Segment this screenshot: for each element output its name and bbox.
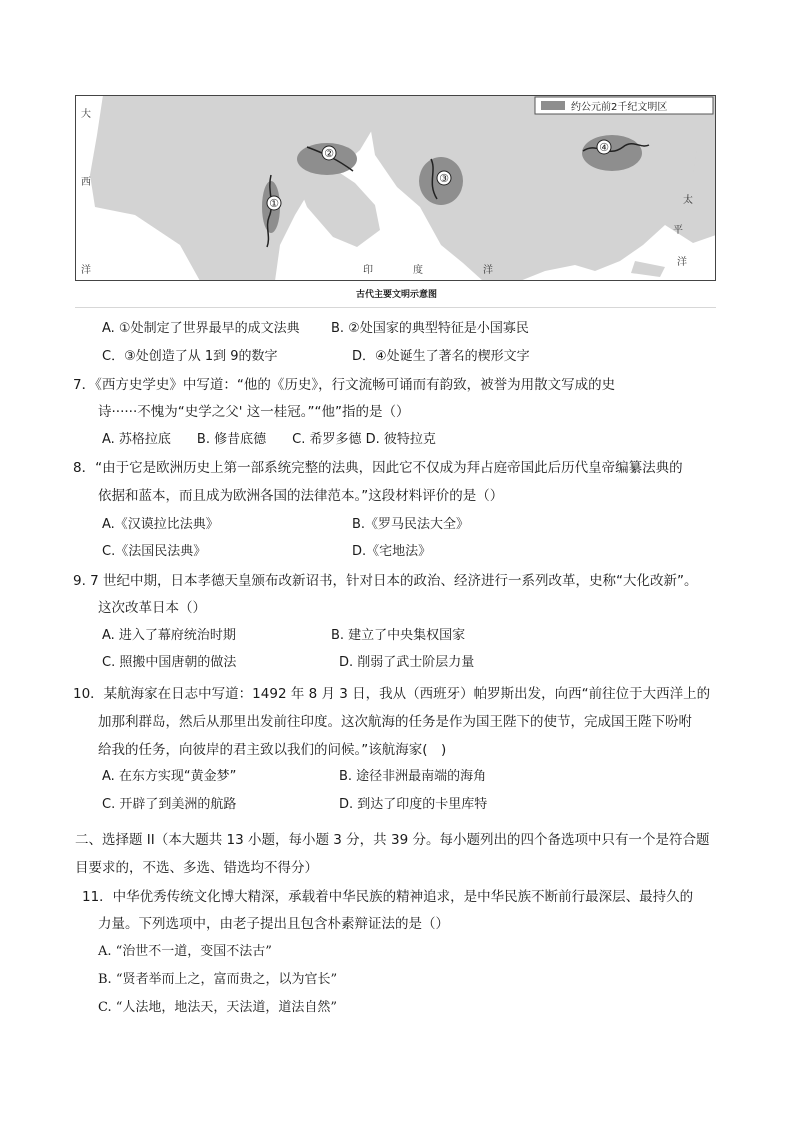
q6-option-c: C．③处创造了从 1到 9的数字 (102, 349, 278, 364)
map-legend-swatch (541, 101, 565, 110)
q10-option-d: D. 到达了印度的卡里库特 (339, 797, 488, 812)
q10-option-c: C. 开辟了到美洲的航路 (102, 797, 237, 812)
civ-zone-yellow-river (582, 135, 642, 171)
civ-marker-2: ② (324, 147, 334, 160)
ocean-label-ping: 平 (673, 225, 683, 236)
q11-option-a: A. “治世不一道，变国不法古” (98, 944, 272, 959)
q9-option-a: A. 进入了幕府统治时期 (102, 628, 236, 643)
q8-option-a: A.《汉谟拉比法典》 (102, 517, 219, 532)
q9-option-b: B. 建立了中央集权国家 (331, 628, 466, 643)
q9-option-d: D. 削弱了武士阶层力量 (339, 655, 475, 670)
q7-options: A. 苏格拉底 B. 修昔底德 C. 希罗多德 D. 彼特拉克 (102, 432, 436, 447)
ancient-civilizations-map (75, 95, 716, 281)
section-2-heading-line-2: 目要求的，不选、多选、错选均不得分） (75, 860, 318, 876)
q8-option-d: D.《宅地法》 (352, 544, 432, 559)
q9-stem-line-1: 9. 7 世纪中期，日本孝德天皇颁布改新诏书，针对日本的政治、经济进行一系列改革，史称“大化改新”。 (73, 573, 698, 589)
map-caption: 古代主要文明示意图 (355, 290, 437, 300)
q8-option-c: C.《法国民法典》 (102, 544, 207, 559)
ocean-label-da: 大 (81, 109, 91, 120)
ocean-label-yang-left: 洋 (81, 265, 91, 276)
q7-stem-line-2: 诗······不愧为“史学之父' 这一桂冠。”“他”指的是（） (98, 404, 410, 420)
civ-marker-4: ④ (599, 141, 609, 154)
ocean-label-yin: 印 (363, 265, 373, 276)
q10-stem-line-2: 加那利群岛，然后从那里出发前往印度。这次航海的任务是作为国王陛下的使节，完成国王陛下吩咐 (98, 714, 692, 730)
q6-option-d: D．④处诞生了著名的楔形文字 (352, 349, 530, 364)
q6-option-b: B. ②处国家的典型特征是小国寡民 (331, 321, 529, 336)
q11-stem-line-1: 11．中华优秀传统文化博大精深，承载着中华民族的精神追求，是中华民族不断前行最深层、最持久的 (82, 889, 694, 905)
q10-option-b: B. 途径非洲最南端的海角 (339, 769, 487, 784)
q11-option-c: C. “人法地，地法天，天法道，道法自然” (98, 1000, 338, 1015)
q8-stem-line-1: 8．“由于它是欧洲历史上第一部系统完整的法典，因此它不仅成为拜占庭帝国此后历代皇帝编纂法典的 (73, 460, 683, 476)
section-2-heading-line-1: 二、选择题 II（本大题共 13 小题，每小题 3 分，共 39 分。每小题列出的四个备选项中只有一个是符合题 (75, 832, 710, 848)
q9-option-c: C. 照搬中国唐朝的做法 (102, 655, 237, 670)
ocean-label-yang-right: 洋 (677, 257, 687, 268)
q8-option-b: B.《罗马民法大全》 (352, 517, 470, 532)
q7-stem-line-1: 7．《西方史学史》中写道：“他的《历史》，行文流畅可诵而有韵致，被誉为用散文写成的史 (73, 377, 616, 393)
map-legend-label: 约公元前2千纪文明区 (571, 102, 668, 113)
q10-option-a: A. 在东方实现“黄金梦” (102, 769, 237, 784)
q6-option-a: A. ①处制定了世界最早的成文法典 (102, 321, 300, 336)
q11-stem-line-2: 力量。下列选项中，由老子提出且包含朴素辩证法的是（） (98, 916, 449, 932)
caption-divider (75, 307, 716, 308)
q11-option-b: B. “贤者举而上之，富而贵之，以为官长” (98, 972, 338, 987)
ocean-label-du: 度 (413, 265, 423, 276)
ocean-label-xi: 西 (81, 177, 91, 188)
ocean-label-yang-bottom: 洋 (483, 265, 493, 276)
civ-marker-1: ① (269, 197, 279, 210)
q10-stem-line-3: 给我的任务，向彼岸的君主致以我们的问候。”该航海家( ) (98, 742, 447, 758)
q10-stem-line-1: 10．某航海家在日志中写道：1492 年 8 月 3 日，我从（西班牙）帕罗斯出发，向西“前往位于大西洋上的 (73, 686, 711, 702)
q9-stem-line-2: 这次改革日本（） (98, 600, 206, 616)
ocean-label-tai: 太 (683, 195, 693, 206)
civ-marker-3: ③ (439, 172, 449, 185)
q8-stem-line-2: 依据和蓝本，而且成为欧洲各国的法律范本。”这段材料评价的是（） (98, 488, 504, 504)
